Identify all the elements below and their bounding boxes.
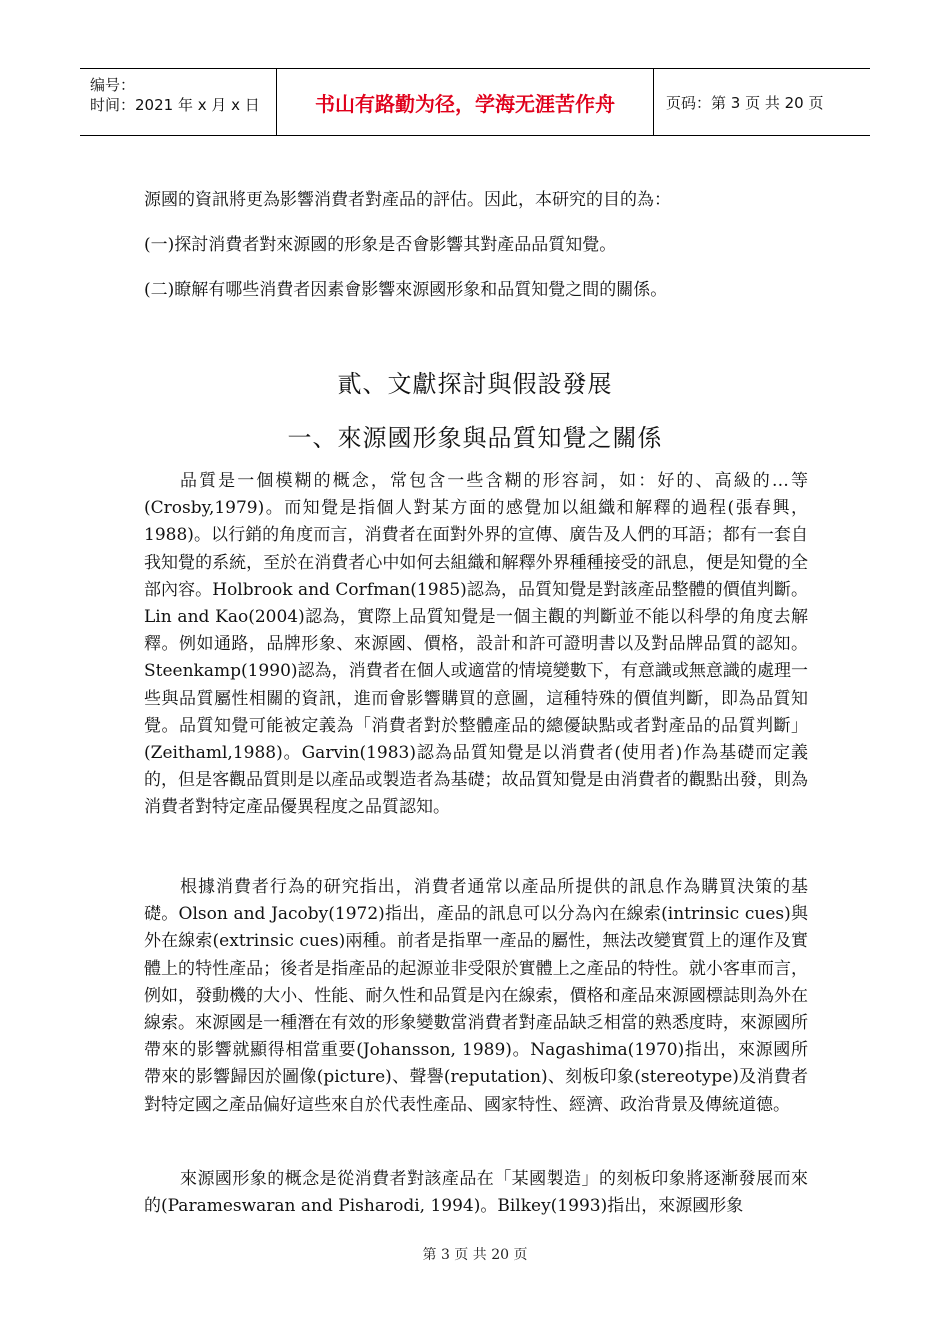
section-title: 貳、文獻探討與假設發展 [337, 370, 613, 398]
intro-line: (一)探討消費者對來源國的形象是否會影響其對產品品質知覺。 [144, 235, 617, 255]
header-motto: 书山有路勤为径，学海无涯苦作舟 [315, 92, 615, 116]
body-paragraph: 品質是一個模糊的概念，常包含一些含糊的形容詞，如：好的、高級的…等(Crosby,1979)。而知覺是指個人對某方面的感覺加以組織和解釋的過程(張春興，1988)。以行銷的角度而言，消費者在面對外界的宣傳、廣告及人們的耳語；都有一套自我知覺的系統，至於在消費者心中如何去組織和解釋外界種種接受的訊息，便是知覺的全部內容。Holbrook and Corfman(1985)認為，品質知覺是對該產品整體的價值判斷。Lin and Kao(2004)認為，實際上品質知覺是一個主觀的判斷並不能以科學的角度去解釋。例如通路，品牌形象、來源國、價格，設計和許可證明書以及對品牌品質的認知。Steenkamp(1990)認為，消費者在個人或適當的情境變數下，有意識或無意識的處理一些與品質屬性相關的資訊，進而會影響購買的意圖，這種特殊的價值判斷，即為品質知覺。品質知覺可能被定義為「消費者對於整體產品的總優缺點或者對產品的品質判斷」(Zeithaml,1988)。Garvin(1983)認為品質知覺是以消費者(使用者)作為基礎而定義的，但是客觀品質則是以產品或製造者為基礎；故品質知覺是由消費者的觀點出發，則為消費者對特定產品優異程度之品質認知。 [144, 471, 808, 818]
body-paragraph: 根據消費者行為的研究指出，消費者通常以產品所提供的訊息作為購買決策的基礎。Olson and Jacoby(1972)指出，產品的訊息可以分為內在線索(intrinsic cues)與外在線索(extrinsic cues)兩種。前者是指單一產品的屬性，無法改變實質上的運作及實體上的特性產品；後者是指產品的起源並非受限於實體上之產品的特性。就小客車而言，例如，發動機的大小、性能、耐久性和品質是內在線索，價格和產品來源國標誌則為外在線索。來源國是一種潛在有效的形象變數當消費者對產品缺乏相當的熟悉度時，來源國所帶來的影響就顯得相當重要(Johansson, 1989)。Nagashima(1970)指出，來源國所帶來的影響歸因於圖像(picture)、聲譽(reputation)、刻板印象(stereotype)及消費者對特定國之產品偏好這些來自於代表性產品、國家特性、經濟、政治背景及傳統道德。 [144, 877, 808, 1115]
intro-line: (二)瞭解有哪些消費者因素會影響來源國形象和品質知覺之間的關係。 [144, 280, 668, 300]
page-header [80, 68, 870, 136]
header-divider [653, 69, 654, 136]
intro-block [144, 185, 808, 320]
section-subtitle: 一、來源國形象與品質知覺之關係 [287, 424, 663, 452]
intro-line: 源國的資訊將更為影響消費者對產品的評估。因此，本研究的目的為： [144, 190, 671, 210]
document-time-label: 时间：2021 年 x 月 x 日 [90, 96, 260, 114]
body-paragraph: 來源國形象的概念是從消費者對該產品在「某國製造」的刻板印象將逐漸發展而來的(Parameswaran and Pisharodi, 1994)。Bilkey(1993)指出，來源國形象 [144, 1169, 808, 1217]
document-number-label: 编号： [90, 76, 136, 94]
header-meta [90, 75, 260, 115]
page-footer: 第 3 页 共 20 页 [422, 1247, 528, 1263]
header-page-info: 页码：第 3 页 共 20 页 [666, 94, 824, 112]
